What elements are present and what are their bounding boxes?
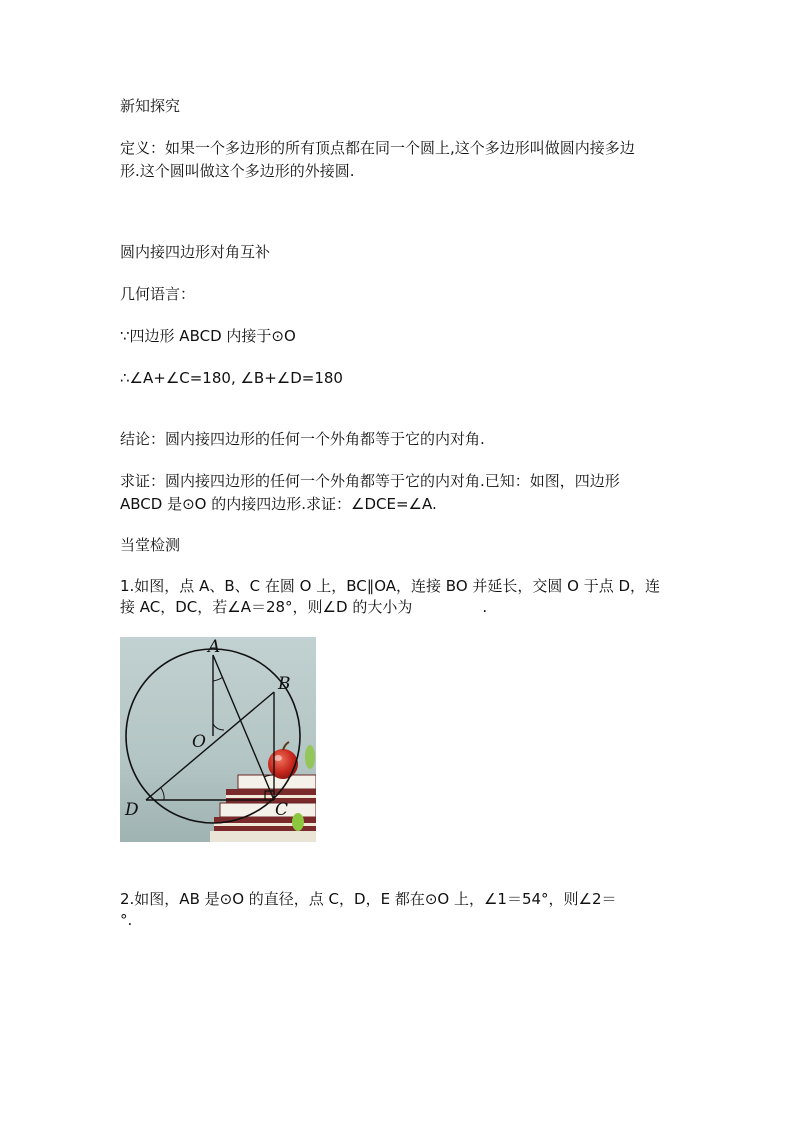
geometry-language-label: 几何语言： (120, 285, 196, 303)
therefore-statement: ∴∠A+∠C=180, ∠B+∠D=180 (120, 369, 343, 387)
conclusion: 结论：圆内接四边形的任何一个外角都等于它的内对角. (120, 430, 485, 448)
label-a: A (208, 637, 221, 657)
section-title-new-knowledge: 新知探究 (120, 97, 181, 115)
theorem-title: 圆内接四边形对角互补 (120, 243, 271, 261)
circle-diagram (120, 637, 316, 842)
question-2-line-1: 2.如图，AB 是⊙O 的直径，点 C，D，E 都在⊙O 上，∠1＝54°，则∠2＝ (120, 890, 617, 908)
label-d: D (125, 800, 139, 820)
label-b: B (278, 674, 291, 694)
label-o: O (192, 732, 206, 752)
definition-line-1: 定义：如果一个多边形的所有顶点都在同一个圆上,这个多边形叫做圆内接多边 (120, 139, 635, 157)
definition-line-2: 形.这个圆叫做这个多边形的外接圆. (120, 162, 355, 180)
question-1-line-1: 1.如图，点 A、B、C 在圆 O 上，BC∥OA，连接 BO 并延长，交圆 O 于点 D，连 (120, 577, 661, 595)
question-1-line-2 (120, 597, 487, 617)
question-1-figure (120, 637, 316, 842)
question-1-line-2-end: . (482, 598, 488, 616)
proof-line-2: ABCD 是⊙O 的内接四边形.求证：∠DCE=∠A. (120, 495, 437, 513)
proof-line-1: 求证：圆内接四边形的任何一个外角都等于它的内对角.已知：如图，四边形 (120, 472, 620, 490)
label-c: C (275, 800, 289, 820)
section-title-check: 当堂检测 (120, 536, 181, 554)
question-1-line-2-text: 接 AC，DC，若∠A＝28°，则∠D 的大小为 (120, 598, 413, 616)
question-2-line-2: °. (120, 911, 133, 929)
because-statement: ∵四边形 ABCD 内接于⊙O (120, 327, 296, 345)
